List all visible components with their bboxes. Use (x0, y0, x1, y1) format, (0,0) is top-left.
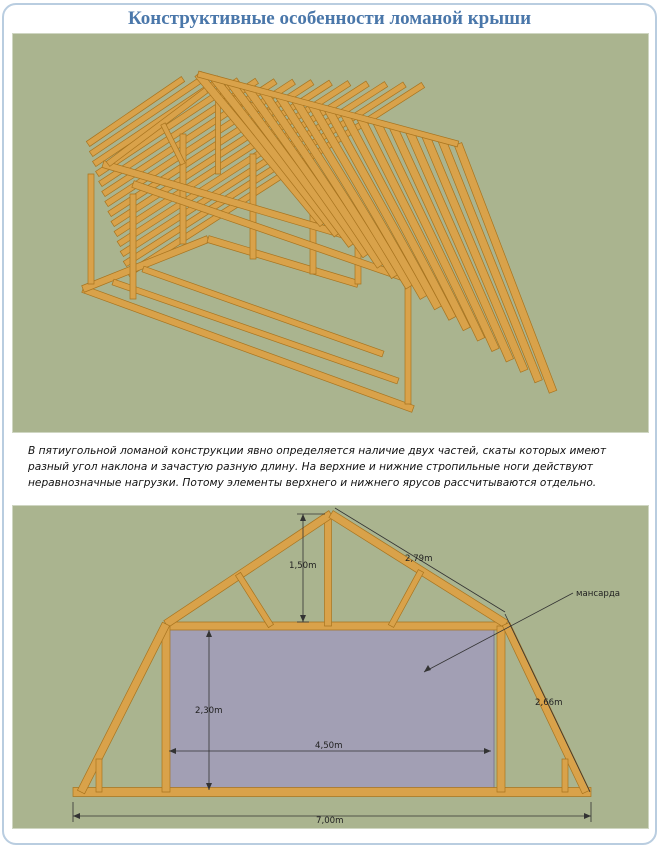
page-title: Конструктивные особенности ломаной крыши (127, 8, 532, 29)
room-label: мансарда (576, 589, 621, 599)
post (405, 284, 411, 404)
roof-cross-section-diagram (12, 505, 649, 829)
right-post (497, 626, 505, 792)
upper-rafter-label: 2,79m (405, 554, 433, 564)
ridge-height-label: 1,50m (289, 561, 317, 571)
king-post (325, 516, 332, 626)
room-width-label: 4,50m (315, 741, 343, 751)
right-strut (388, 570, 423, 628)
right-upper-rafter (329, 511, 508, 628)
post (130, 194, 136, 299)
floor-beam-back (207, 236, 359, 288)
left-post (162, 626, 170, 792)
total-width-label: 7,00m (316, 816, 344, 826)
roof-3d-illustration (12, 33, 649, 433)
floor-beam-mid (112, 279, 399, 384)
bottom-beam (73, 788, 591, 797)
lower-rafter-label: 2,66m (535, 698, 563, 708)
right-short-post (562, 759, 568, 792)
left-short-post (96, 759, 102, 792)
collar-tie (166, 622, 506, 630)
roof-frame-3d (82, 71, 557, 412)
left-strut (235, 572, 273, 627)
left-lower-rafter (77, 622, 169, 794)
post (88, 174, 94, 284)
right-lower-rafter (502, 622, 589, 793)
caption-text: В пятиугольной ломаной конструкции явно определяется наличие двух частей, скаты которых имеют разный угол наклона и зачастую разную длину. На верхние и нижние стропильные ноги действуют неравнозначные нагрузки. Потому элементы верхнего и нижнего ярусов рассчитываются отдельно. (28, 445, 607, 489)
room-height-label: 2,30m (195, 706, 223, 716)
